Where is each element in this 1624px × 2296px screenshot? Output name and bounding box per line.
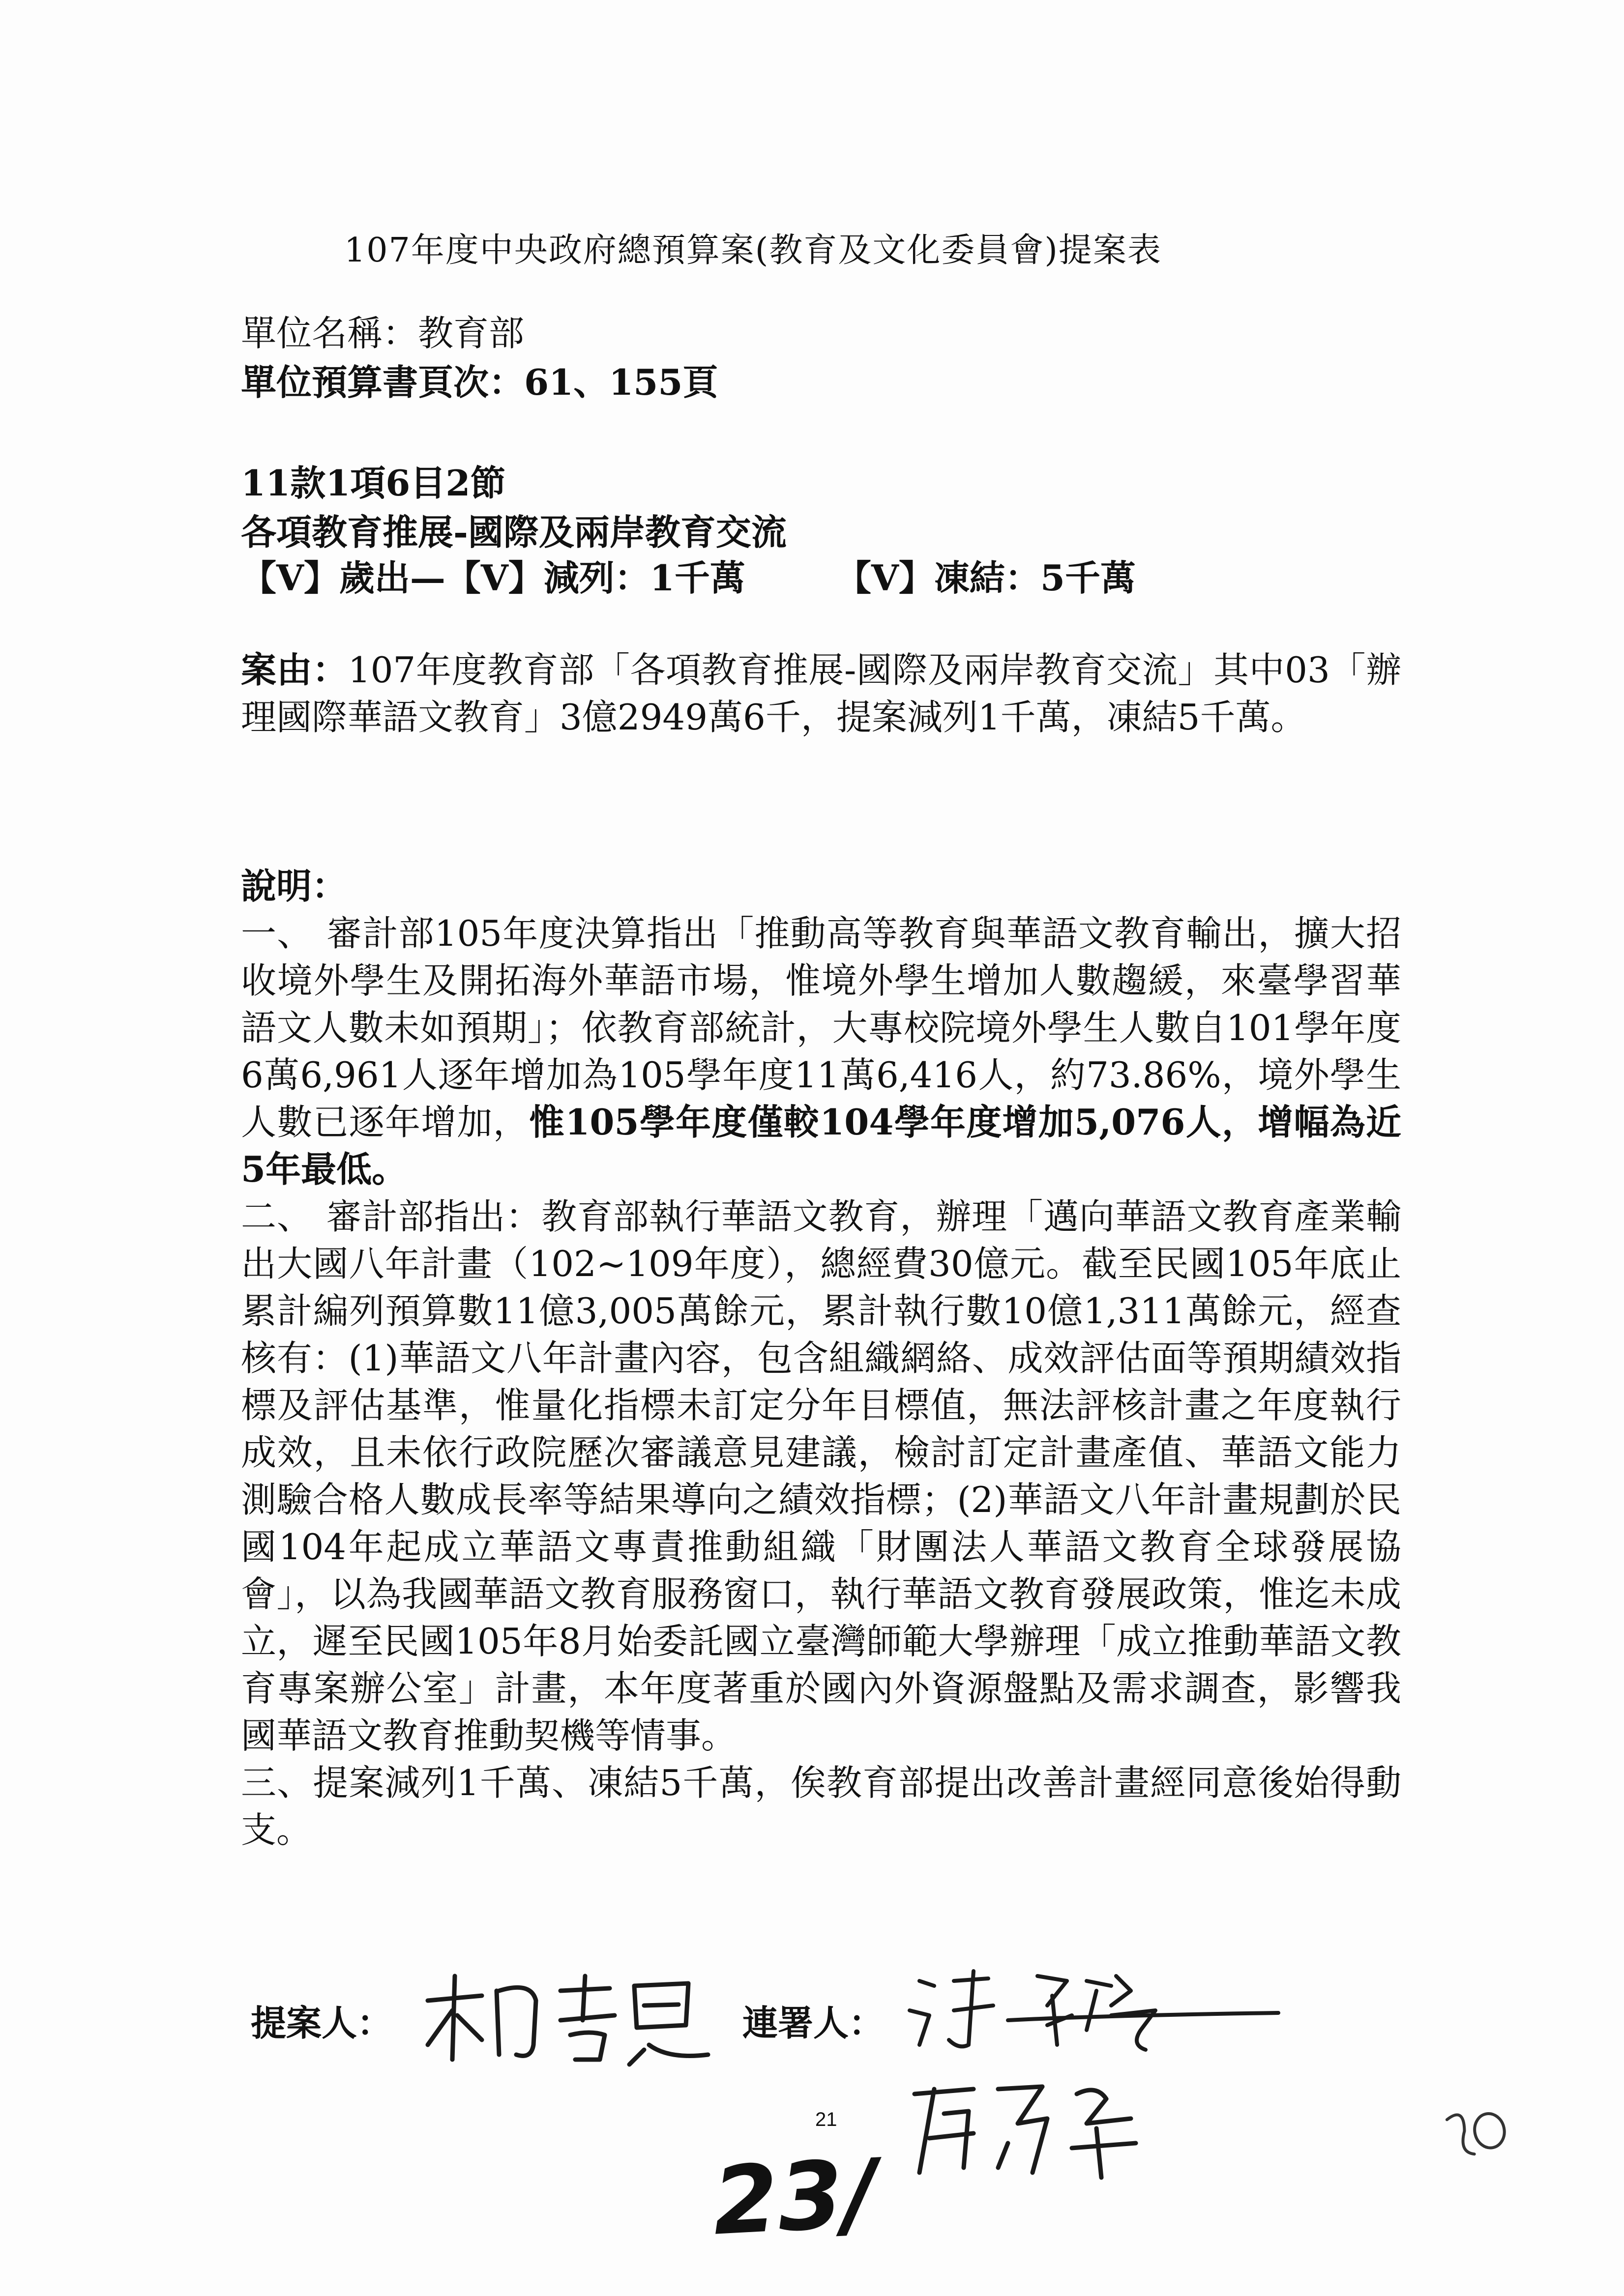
reason-section: [241, 646, 1401, 741]
explain-2-prefix: 二、: [241, 1196, 313, 1237]
proposer-label: 提案人：: [251, 2002, 393, 2044]
explanation-section: [241, 863, 1401, 1854]
explain-label: 說明：: [241, 865, 348, 907]
action-expense: 【V】歲出—【V】減列：1千萬: [241, 557, 745, 599]
reason-text: 107年度教育部「各項教育推展-國際及兩岸教育交流」其中03「辦理國際華語文教育」3億2949萬6千，提案減列1千萬，凍結5千萬。: [241, 649, 1401, 738]
page-number: 21: [815, 2109, 837, 2130]
reason-label: 案由：: [241, 649, 348, 691]
cosigner-label: 連署人：: [742, 2002, 885, 2044]
cosigner-signature-2: [900, 2069, 1175, 2182]
explain-2-text: 審計部指出：教育部執行華語文教育，辦理「邁向華語文教育產業輸出大國八年計畫（102~109年度），總經費30億元。截至民國105年底止累計編列預算數11億3,005萬餘元，累計執行數10億1,311萬餘元，經查核有：(1)華語文八年計畫內容，包含組織網絡、成效評估面等預期績效指標及評估基準，惟量化指標未訂定分年目標值，無法評核計畫之年度執行成效，且未依行政院歷次審議意見建議，檢討訂定計畫產值、華語文能力測驗合格人數成長率等結果導向之績效指標；(2)華語文八年計畫規劃於民國104年起成立華語文專責推動組織「財團法人華語文教育全球發展協會」，以為我國華語文教育服務窗口，執行華語文教育發展政策，惟迄未成立，遲至民國105年8月始委託國立臺灣師範大學辦理「成立推動華語文教育專案辦公室」計畫，本年度著重於國內外資源盤點及需求調查，影響我國華語文教育推動契機等情事。: [241, 1196, 1401, 1756]
cosigner-signature-1: [900, 1961, 1293, 2060]
explain-1-bold: 惟105學年度僅較104學年度增加5,076人，增幅為近5年最低。: [241, 1101, 1401, 1190]
unit-name: 單位名稱：教育部: [241, 313, 525, 354]
action-freeze: 【V】凍結：5千萬: [836, 557, 1136, 599]
explain-3: 三、提案減列1千萬、凍結5千萬，俟教育部提出改善計畫經同意後始得動支。: [241, 1762, 1401, 1851]
explain-1-prefix: 一、: [241, 913, 313, 954]
handwritten-count: 23/: [710, 2139, 880, 2256]
item-code: 11款1項6目2節: [241, 462, 506, 504]
proposer-signature: [413, 1961, 733, 2079]
margin-handwritten-mark: [1433, 2087, 1522, 2180]
item-name: 各項教育推展-國際及兩岸教育交流: [241, 511, 787, 553]
budget-pages: 單位預算書頁次：61、155頁: [241, 361, 718, 403]
explain-1-text: 審計部105年度決算指出「推動高等教育與華語文教育輸出，擴大招收境外學生及開拓海外華語市場，惟境外學生增加人數趨緩，來臺學習華語文人數未如預期」；依教育部統計，大專校院境外學生人數自101學年度6萬6,961人逐年增加為105學年度11萬6,416人，約73.86%，境外學生人數已逐年增加，: [241, 913, 1401, 1143]
document-title: 107年度中央政府總預算案(教育及文化委員會)提案表: [344, 231, 1162, 270]
